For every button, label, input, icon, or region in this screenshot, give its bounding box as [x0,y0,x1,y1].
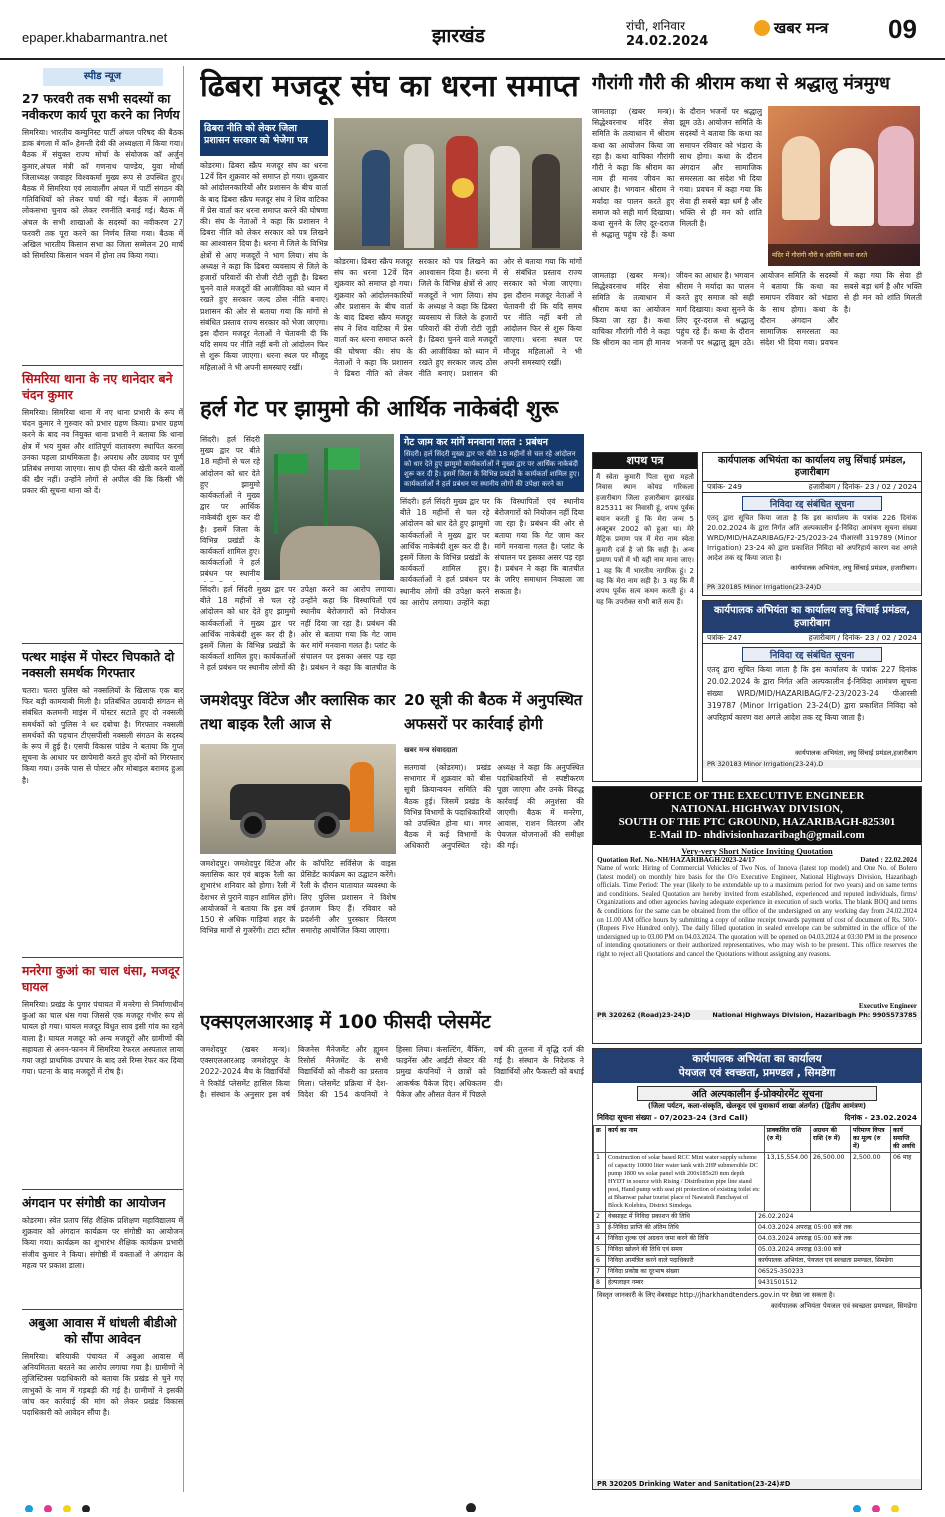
simdega-office [593,1049,921,1083]
notice-date: हजारीबाग / दिनांक- 23 / 02 / 2024 [808,633,917,642]
story-body: सिमरिया। भारतीय कम्युनिस्ट पार्टी अंचल परिषद की बैठक डाक बंगला में कॉ० हेमन्ती देवी की अध्यक्षता में किया गया। बैठक में संयुक्त राज्य मोर्चा के संयोजक कॉ अर्जुन कुमार,अंचल मंत्री कॉ गणनाथ पाण्डेय, युवा मोर्चा जिलाध्यक्ष जवाहर विश्वकर्मा मुख्य रूप से उपस्थित हुए। बैठक में सिमरिया एवं लावालौंग अंचल में पार्टी संगठन की गतिविधियों को लेकर चर्चा की गई। बैठक में आगामी लोकसभा चुनाव को लेकर रणनीति बनाई गई। बैठक में अंचल के सभी शाखाओं के सदस्यों का नवीकरण 27 फरवरी तक पूरा करने का निर्णय लिया गया। बैठक में अखिल भारतीय किसान सभा का जिला सम्मेलन 20 मार्च को सिमरिया किसान भवन में होना तय किया गया। [22,128,183,261]
col-header: कार्य का नाम [606,1126,765,1153]
story-headline[interactable]: अबुआ आवास में धांधली बीडीओ को सौंपा आवेदन [28,1315,177,1346]
notice-date: हजारीबाग / दिनांक- 23 / 02 / 2024 [808,482,917,491]
cell: 26,500.00 [811,1153,851,1212]
nh-email[interactable]: E-Mail ID- nhdivisionhazaribagh@gmail.com [649,829,865,841]
simdega-note: विस्तृत जानकारी के लिए वेबसाइट http://jharkhandtenders.gov.in पर देखा जा सकता है। [597,1291,835,1299]
vintage-car-photo [200,744,396,854]
nh-quotation-notice [592,786,922,1044]
page-header [0,0,945,60]
dateline [626,18,708,50]
speed-news-column [22,66,184,1492]
tender-cancel-notice-1 [702,452,922,596]
col-header: कार्य समाप्ति की अवधि [891,1126,921,1153]
harl-body-bottom: सिंदरी। हर्ल सिंदरी मुख्य द्वार पर बीते 18 महीनों से चल रहे आंदोलन को धार देते हुए झामुमो कार्यकर्ताओं ने मुख्य द्वार पर आर्थिक नाकेबंदी शुरू कर दी है। इसमें जिला के विभिन्न प्रखंडों के कार्यकर्ता शामिल हुए। कार्यकर्ताओं ने हर्ल प्रबंधन पर स्थानीय लोगों की उपेक्षा करने का आरोप लगाया। उन्होंने कहा कि विस्थापितों एवं स्थानीय बेरोजगारों को नियोजन नहीं दिया जा रहा है। प्रबंधन की ओर से बताया गया कि गेट जाम कर मांगें मनवाना गलत है। प्लांट के संचालन पर इसका असर पड़ रहा है। प्रबंधन ने कहा कि बातचीत के [200,585,396,673]
notice-signature: कार्यपालक अभियंता, लघु सिंचाई प्रमंडल,हजारीबाग [795,749,917,757]
cell: 2,500.00 [851,1153,891,1212]
table-row [594,1234,921,1245]
harl-protest-photo [264,434,394,580]
story-headline[interactable]: सिमरिया थाना के नए थानेदार बने चंदन कुमार [22,371,173,402]
protest-photo [334,118,582,250]
story-body: सिमरिया। बरियाकी पंचायत में अबुआ आवास में अनियमितता बरतने का आरोप लगाया गया है। ग्रामीणों ने लुजिस्टिक्स पदाधिकारी को बताया कि प्रखंड से चुने गए लाभुकों के नाम में गड़बड़ी की गई है। ग्रामीणों ने इसकी जांच कर कार्रवाई की मांग को लेकर प्रखंड विकास पदाधिकारी को आवेदन सौंपा है। [22,1352,183,1418]
photo-caption: मंदिर में गौरांगी गौरी व अतिथि कथा करते [772,251,868,259]
cell: 5 [594,1245,606,1256]
divider [22,957,183,958]
table-row [594,1267,921,1278]
cell: 13,15,554.00 [764,1153,810,1212]
xlri-body: जमशेदपुर (खबर मन्त्र)। एक्सएलआरआइ जमशेदपुर के 2022-2024 बैच के विद्यार्थियों ने रिकॉर्ड प्लेसमेंट हासिल किया है। संस्थान के अनुसार इस वर्ष बिजनेस मैनेजमेंट और ह्यूमन रिसोर्स मैनेजमेंट के सभी विद्यार्थियों को नौकरी का प्रस्ताव मिला। प्लेसमेंट प्रक्रिया में देश-विदेश की 154 कंपनियों ने हिस्सा लिया। कंसल्टिंग, बैंकिंग, फाइनेंस और आईटी सेक्टर की प्रमुख कंपनियों ने छात्रों को आकर्षक पैकेज दिए। अधिकतम पैकेज और औसत वेतन में पिछले वर्ष की तुलना में वृद्धि दर्ज की गई है। संस्थान के निदेशक ने विद्यार्थियों और फैकल्टी को बधाई दी। [200,1045,584,1099]
cell: ई-निविदा प्राप्ति की अंतिम तिथि [606,1223,756,1234]
simdega-eprocurement-notice [592,1048,922,1490]
tender-cancel-notice-2 [702,600,922,782]
divider [22,365,183,366]
story-body: सिमरिया। सिमरिया थाना में नए थाना प्रभारी के रूप में चंदन कुमार ने गुरुवार को प्रभार ग्रहण किया। प्रभार ग्रहण करने के बाद नव नियुक्त थाना प्रभारी ने बताया कि थाना क्षेत्र में भय मुक्त और शांतिपूर्ण वातावरण स्थापित करना उनका पहला प्राथमिकता है। अपराध और उग्रवाद पर पूर्ण प्रतिबंध लगाया जाएगा। साथ ही पोस्त की खेती करने वालों की खैर नहीं। उन्होंने लोगों से अपील की कि किसी भी प्रकार की सूचना थाना को दें। [22,408,183,496]
registration-dot-icon [44,1505,52,1512]
story-body: सिमरिया। प्रखंड के पुगार पंचायत में मनरेगा से निर्माणाधीन कुआं का चाल धंस गया जिससे एक मजदूर गंभीर रूप से घायल हो गया। घायल मजदूर विधुत साव इसी गांव का रहने वाला है। घायल मजदूर को अन्य मजदूरों और ग्रामीणों की सहायता से अनन-फानन में सिमरिया रेफरल अस्पताल लाया गया जहां प्राथमिक उपचार के बाद उसे रिम्स रेफर कर दिया गया। घटना के बाद मजदूरों में रोष है। [22,1000,183,1077]
cell: 06 माह [891,1153,921,1212]
harl-sidebar-body: सिंदरी। हर्ल सिंदरी मुख्य द्वार पर बीते 18 महीनों से चल रहे आंदोलन को धार देते हुए झामुमो कार्यकर्ताओं ने मुख्य द्वार पर आर्थिक नाकेबंदी शुरू कर दी है। इसमें जिला के विभिन्न प्रखंडों के कार्यकर्ता शामिल हुए। कार्यकर्ताओं ने हर्ल प्रबंधन पर स्थानीय लोगों की उपेक्षा करने का [404,450,580,487]
harl-headline[interactable]: हर्ल गेट पर झामुमो की आर्थिक नाकेबंदी शुरू [200,397,559,422]
cell: 1 [594,1153,606,1212]
notice-title: निविदा रद्द संबंधित सूचना [742,496,882,511]
city-day: रांची, शनिवार [626,19,685,33]
sutri-byline: खबर मन्त्र संवाददाता [404,746,458,754]
notice-ref-row [703,633,921,644]
notice-body: एतद् द्वारा सूचित किया जाता है कि इस कार्यालय के पत्रांक 227 दिनांक 20.02.2024 के द्वारा निर्गत अति अल्पकालीन ई-निविदा आमंत्रण सूचना संख्या WRD/MID/HAZARIBAG/F2-23/2023-24 पीआरसी 319787 (Minor Irrigation 23-24(D) द्वारा प्रकाशित निविदा को अपरिहार्य कारण वश अगले आदेश तक रद्द किया जाता है। [707,665,917,722]
table-row [594,1153,921,1212]
issue-date: 24.02.2024 [626,34,709,49]
rally-body: जमशेदपुर। जमशेदपुर विंटेज और क्लासिक कार एवं बाइक रैली का शुभारंभ शनिवार को होगा। रैली में देशभर से पुराने वाहन शामिल होंगे। आयोजकों ने बताया कि इस वर्ष 150 से अधिक गाड़ियां शहर के विभिन्न मार्गों से गुजरेंगी। टाटा स्टील के कॉर्पोरेट सर्विसेज के वाइस प्रेसिडेंट कार्यक्रम का उद्घाटन करेंगे। रैली के दौरान यातायात व्यवस्था के लिए पुलिस प्रशासन ने विशेष इंतजाम किए हैं। रविवार को प्रदर्शनी और पुरस्कार वितरण समारोह आयोजित किया जाएगा। [200,859,396,936]
table-row [594,1245,921,1256]
divider [22,643,183,644]
cell: 8 [594,1278,606,1289]
cell: निविदा शुल्क एवं अग्रधन जमा करने की तिथि [606,1234,756,1245]
col-header: क्र [594,1126,606,1153]
notice-signature: कार्यपालक अभियंता, लघु सिंचाई प्रमंडल, हजारीबाग। [790,564,917,572]
registration-dot-icon [63,1505,71,1512]
nh-quotation-ref: Quotation Ref. No.-NH/HAZARIBAGH/2023-24/17 [597,856,756,864]
brand-logo-icon [754,20,770,36]
lead-body-col1: कोडरमा। ढिबरा स्क्रैप मजदूर संघ का धरना 12वें दिन शुक्रवार को समाप्त हो गया। शुक्रवार को आंदोलनकारियों और प्रशासन के बीच वार्ता के बाद ढिबरा स्क्रैप मजदूर संघ ने शिव वाटिका में प्रेस वार्ता कर धरना समाप्त करने की घोषणा की। संघ के नेताओं ने कहा कि प्रशासन ने ढिबरा नीति को लेकर सरकार को पत्र लिखने का आश्वासन दिया है। धरना में जिले के विभिन्न क्षेत्रों से आए मजदूरों ने भाग लिया। संघ के अध्यक्ष ने कहा कि ढिबरा व्यवसाय से जिले के हजारों परिवारों की रोजी रोटी जुड़ी है। ढिबरा चुनने वाले मजदूरों की आजीविका को ध्यान में रखते हुए सरकार जल्द ठोस नीति बनाए। प्रशासन की ओर से बताया गया कि मांगों से संबंधित प्रस्ताव राज्य सरकार को भेजा जाएगा। इस दौरान मजदूर नेताओं ने चेतावनी दी कि यदि समय पर नीति नहीं बनी तो आंदोलन फिर से शुरू किया जाएगा। धरना स्थल पर मौजूद महिलाओं ने भी अपनी समस्याएं रखीं। [200,161,328,372]
nh-pr-row [593,1010,921,1020]
katha-photo [768,106,920,266]
notice-ref: पत्रांक- 249 [707,482,742,491]
print-registration-marks [22,1498,922,1512]
affidavit-ad [592,452,698,782]
registration-dot-icon [872,1505,880,1512]
crosshair-icon [466,1503,476,1512]
cell: हेल्पलाइन नम्बर [606,1278,756,1289]
xlri-headline[interactable]: एक्सएलआरआइ में 100 फीसदी प्लेसमेंट [200,1011,491,1033]
cell: निविदा खोलने की तिथि एवं समय [606,1245,756,1256]
site-url[interactable]: epaper.khabarmantra.net [22,30,168,45]
sutri-body: सतगावां (कोडरमा)। प्रखंड सभागार में शुक्रवार को बीस सूत्री क्रियान्वयन समिति की बैठक हुई। जिसमें प्रखंड के विभिन्न विभागों के पदाधिकारियों को उपस्थित होना था। मगर बैठक में कई विभागों के अधिकारी अनुपस्थित रहे। अध्यक्ष ने कहा कि अनुपस्थित पदाधिकारियों से स्पष्टीकरण पूछा जाएगा और उनके विरुद्ध कार्रवाई की अनुशंसा की जाएगी। बैठक में मनरेगा, आवास, राशन वितरण और पेयजल योजनाओं की समीक्षा की गई। [404,763,584,851]
registration-dot-icon [891,1505,899,1512]
nh-title-line1: OFFICE OF THE EXECUTIVE ENGINEER [649,790,865,802]
harl-subheadline: गेट जाम कर मांगें मनवाना गलत : प्रबंधन [404,437,548,448]
nh-ref-row [593,856,921,864]
nh-dated: Dated : 22.02.2024 [860,856,917,864]
table-row [594,1223,921,1234]
cell: 4 [594,1234,606,1245]
col-header: प्राक्कलित राशि (रु में) [764,1126,810,1153]
notice-pr: PR 320185 Minor Irrigation(23-24)D [703,583,921,591]
simdega-office-line2: पेयजल एवं स्वच्छता, प्रमण्डल , सिमडेगा [678,1067,836,1079]
cell: 9431501512 [756,1278,921,1289]
table-header [594,1126,921,1153]
story-body: कोडरमा। स्वेत प्रताप सिंह शैक्षिक प्रशिक्षण महाविद्यालय में शुक्रवार को अंगदान कार्यक्रम पर संगोष्ठी का आयोजन किया गया। कार्यक्रम का शुभारंभ शैक्षिक कार्यक्रम प्रभारी संजीव कुमार ने किया। संगोष्ठी में वक्ताओं ने अंगदान के महत्व पर प्रकाश डाला। [22,1216,183,1270]
cell: निविदा आमंत्रित करने वाले पदाधिकारी [606,1256,756,1267]
simdega-nib-row [593,1111,921,1125]
story-headline[interactable]: मनरेगा कुआं का चाल धंसा, मजदूर घायल [22,963,180,994]
cell: 05.03.2024 अपराह्न 03:00 बजे [756,1245,921,1256]
story-headline[interactable]: 27 फरवरी तक सभी सदस्यों का नवीकरण कार्य पूरा करने का निर्णय [22,91,180,122]
section-title: झारखंड [432,25,485,47]
story-headline[interactable]: अंगदान पर संगोष्ठी का आयोजन [22,1195,166,1210]
simdega-tender-table [593,1125,921,1212]
col-header: परिमाण विपत्र का मूल्य (रु में) [851,1126,891,1153]
harl-body-col1: सिंदरी। हर्ल सिंदरी मुख्य द्वार पर बीते 18 महीनों से चल रहे आंदोलन को धार देते हुए झामुमो कार्यकर्ताओं ने मुख्य द्वार पर आर्थिक नाकेबंदी शुरू कर दी है। इसमें जिला के विभिन्न प्रखंडों के कार्यकर्ता शामिल हुए। कार्यकर्ताओं ने हर्ल प्रबंधन पर स्थानीय [200,435,260,579]
table-row [594,1278,921,1289]
simdega-office-line1: कार्यपालक अभियंता का कार्यालय [692,1053,822,1065]
notice-office: कार्यपालक अभियंता का कार्यालय लघु सिंचाई प्रमंडल, हजारीबाग [703,601,921,633]
notice-title: निविदा रद्द संबंधित सूचना [742,647,882,662]
harl-body-right: सिंदरी। हर्ल सिंदरी मुख्य द्वार पर बीते 18 महीनों से चल रहे आंदोलन को धार देते हुए झामुमो कार्यकर्ताओं ने मुख्य द्वार पर आर्थिक नाकेबंदी शुरू कर दी है। इसमें जिला के विभिन्न प्रखंडों के कार्यकर्ता शामिल हुए। कार्यकर्ताओं ने हर्ल प्रबंधन पर स्थानीय लोगों की उपेक्षा करने का आरोप लगाया। उन्होंने कहा कि विस्थापितों एवं स्थानीय बेरोजगारों को नियोजन नहीं दिया जा रहा है। प्रबंधन की ओर से बताया गया कि गेट जाम कर मांगें मनवाना गलत है। प्लांट के संचालन पर इसका असर पड़ रहा है। प्रबंधन ने कहा कि बातचीत के जरिए समाधान निकाला जा सकता है। [400,497,584,607]
cell: 2 [594,1212,606,1223]
story-body: चतरा। चतरा पुलिस को नक्सलियों के खिलाफ एक बार फिर बड़ी कामयाबी मिली है। प्रतिबंधित उग्रवादी संगठन से संबंधित कलमनी माइंस में पोस्टर सटाते हुए दो नक्सली समर्थकों को पुलिस ने धर दबोचा है। गिरफ्तार नक्सली समर्थकों की पहचान टीएसपीसी नक्सली संगठन के सदस्य के रूप में हुई है। एसपी विकास पांडेय ने बताया कि गुप्त सूचना के आधार पर छापेमारी करते हुए दोनों को गिरफ्तार किया गया। उनके पास से पोस्टर और मोबाइल बरामद हुआ है। [22,686,183,785]
cell: कार्यपालक अभियंता, पेयजल एवं स्वच्छता प्रमण्डल, सिमडेगा [756,1256,921,1267]
simdega-subtitle: (जिला पर्यटन, कला-संस्कृति, खेलकूद एवं युवाकार्य शाखा अंतर्गत) (द्वितीय आमंत्रण) [647,1102,867,1110]
lead-body-cols: कोडरमा। ढिबरा स्क्रैप मजदूर संघ का धरना 12वें दिन शुक्रवार को समाप्त हो गया। शुक्रवार को आंदोलनकारियों और प्रशासन के बीच वार्ता के बाद ढिबरा स्क्रैप मजदूर संघ ने शिव वाटिका में प्रेस वार्ता कर धरना समाप्त करने की घोषणा की। संघ के नेताओं ने कहा कि प्रशासन ने ढिबरा नीति को लेकर सरकार को पत्र लिखने का आश्वासन दिया है। धरना में जिले के विभिन्न क्षेत्रों से आए मजदूरों ने भाग लिया। संघ के अध्यक्ष ने कहा कि ढिबरा व्यवसाय से जिले के हजारों परिवारों की रोजी रोटी जुड़ी है। ढिबरा चुनने वाले मजदूरों की आजीविका को ध्यान में रखते हुए सरकार जल्द ठोस नीति बनाए। प्रशासन की ओर से बताया गया कि मांगों से संबंधित प्रस्ताव राज्य सरकार को भेजा जाएगा। इस दौरान मजदूर नेताओं ने चेतावनी दी कि यदि समय पर नीति नहीं बनी तो आंदोलन फिर से शुरू किया जाएगा। धरना स्थल पर मौजूद महिलाओं ने भी अपनी समस्याएं रखीं। [334,257,582,379]
nh-office-title [593,787,921,845]
cell: वेबसाइट में निविदा प्रकाशन की तिथि [606,1212,756,1223]
simdega-schedule-table [593,1211,921,1289]
nh-pr-office: National Highways Division, Hazaribagh Ph: 9905573785 [712,1011,917,1019]
affidavit-body: मैं स्वेता कुमारी पिता सुधा महतो निवास स्थान कोयड गरिकला हजारीबाग जिला हजारीबाग झारखंड 825311 का निवासी हूं, शपथ पूर्वक बयान करती हूं कि मेरा जन्म 5 अक्टूबर 2002 को हुआ था। मेरे मैट्रिक प्रमाण पत्र में मेरा नाम स्वेता कुमारी दर्ज है जो कि सही है। अन्य प्रमाण पत्रों में भी यही नाम माना जाए। 1 यह कि मैं भारतीय नागरिक हूं। 2 यह कि मेरा नाम सही है। 3 यह कि मैं शपथ पूर्वक सत्य कथन करती हूं। 4 यह कि उपरोक्त सभी बातें सत्य हैं। [596,473,694,606]
notice-office: कार्यपालक अभियंता का कार्यालय लघु सिंचाई प्रमंडल, हजारीबाग [717,455,907,478]
registration-dot-icon [853,1505,861,1512]
col-header: अग्रधन की राशि (रु में) [811,1126,851,1153]
harl-sidebar [400,434,584,492]
table-row [594,1256,921,1267]
cell: 06525-350233 [756,1267,921,1278]
registration-dot-icon [82,1505,90,1512]
nh-body: Name of work: Hiring of Commercial Vehicles of Two Nos. of Innova (latest top model) and One No. of Bolero (latest model) on monthly hire basis for the O/o Executive Engineer, National Highways Division, Hazaribagh officials. Time Period: The year (likely to be extendable up to a maximum period for two years) and on same terms and conditions. Sealed Quotation are hereby invited from established, experienced and reputed individuals, firms/ Organizations and other agencies having adequate experience in execution of such works. The blank BOQ and terms & conditions for the same can be obtained from the office of the undersigned on any working day from 24.02.2024 on 11.00 AM office hours by submitting a copy of online receipt towards payment of cost of document of Rs. 500/- (Rupees Five Hundred only). The daily filled quotation in sealed envelope can be submitted in the office of the undersigned up to 03.00 PM on 04.03.2024. The quotation will be opened on 04.03.2024 at 03:30 PM in the presence of intending quotationers or their authorized representatives, who may wish to be present. This office reserves the right to reject all Quotations and cancel the Quotations without assigning any reasons. [597,865,917,958]
cell: 04.03.2024 अपराह्न 05:00 बजे तक [756,1223,921,1234]
simdega-nib: निविदा सूचना संख्या - 07/2023-24 (3rd Call) [597,1113,748,1122]
affidavit-title: शपथ पत्र [593,453,697,469]
cell: 7 [594,1267,606,1278]
notice-pr: PR 320183 Minor Irrigation(23-24).D [703,760,921,768]
notice-body: एतद् द्वारा सूचित किया जाता है कि इस कार्यालय के पत्रांक 226 दिनांक 20.02.2024 के द्वारा निर्गत अति अल्पकालीन ई-निविदा आमंत्रण सूचना संख्या WRD/MID/HAZARIBAG/F2-25/2023-24 पीआरसी 319789 (Minor Irrigation) 23-24 को द्वारा प्रकाशित निविदा को अपरिहार्य कारण वश अगले आदेश तक रद्द किया जाता है। [707,514,917,562]
rally-headline[interactable]: जमशेदपुर विंटेज और क्लासिक कार तथा बाइक रैली आज से [200,691,396,733]
nh-subtitle: Very-very Short Notice Inviting Quotation [681,847,833,856]
nh-signature: Executive Engineer [858,1002,917,1010]
sutri-headline[interactable]: 20 सूत्री की बैठक में अनुपस्थित अफसरों पर कार्रवाई होगी [404,691,583,733]
nh-title-line2: NATIONAL HIGHWAY DIVISION, [671,803,843,815]
cell: 04.03.2024 अपराह्न 05:00 बजे तक [756,1234,921,1245]
cell: निविदा प्रकोष्ठ का दूरभाष संख्या [606,1267,756,1278]
lead-subheadline: ढिबरा नीति को लेकर जिला प्रशासन सरकार को भेजेगा पत्र [200,120,328,156]
simdega-nib-date: दिनांक - 23.02.2024 [844,1113,917,1122]
simdega-pr: PR 320205 Drinking Water and Sanitation(23-24)#D [593,1479,921,1489]
lead-headline[interactable]: ढिबरा मजदूर संघ का धरना समाप्त [200,69,579,104]
table-row [594,1212,921,1223]
katha-body-bottom: जामताड़ा (खबर मन्त्र)। सिद्धेश्वरनाथ मंदिर सेवा समिति के तत्वाधान में श्रीराम कथा का आयोजन किया जा रहा है। कथा वाचिका गौरांगी गौरी ने कहा कि श्रीराम का नाम ही मानव जीवन का आधार है। भगवान श्रीराम ने मर्यादा का पालन करते हुए समाज को सही मार्ग दिखाया। कथा सुनने के लिए दूर-दराज से श्रद्धालु पहुंच रहे हैं। कथा के दौरान भजनों पर श्रद्धालु झूम उठे। आयोजन समिति के सदस्यों ने बताया कि कथा का समापन रविवार को भंडारा के साथ होगा। कथा के दौरान अंगदान और सामाजिक समरसता का संदेश भी दिया गया। प्रवचन में कहा गया कि सेवा ही सबसे बड़ा धर्म है और भक्ति से ही मन को शांति मिलती है। [592,271,922,348]
notice-ref-row [703,481,921,493]
nh-title-line3: SOUTH OF THE PTC GROUND, HAZARIBAGH-825301 [618,816,896,828]
divider [22,1309,183,1310]
story-headline[interactable]: पत्थर माइंस में पोस्टर चिपकाते दो नक्सली समर्थक गिरफ्तार [22,649,175,680]
page-number: 09 [888,14,917,44]
katha-headline[interactable]: गौरांगी गौरी की श्रीराम कथा से श्रद्धालु मंत्रमुग्ध [592,74,890,94]
katha-body-top: जामताड़ा (खबर मन्त्र)। सिद्धेश्वरनाथ मंदिर सेवा समिति के तत्वाधान में श्रीराम कथा का आयोजन किया जा रहा है। कथा वाचिका गौरांगी गौरी ने कहा कि श्रीराम का नाम ही मानव जीवन का आधार है। भगवान श्रीराम ने मर्यादा का पालन करते हुए समाज को सही मार्ग दिखाया। कथा सुनने के लिए दूर-दराज से श्रद्धालु पहुंच रहे हैं। कथा के दौरान भजनों पर श्रद्धालु झूम उठे। आयोजन समिति के सदस्यों ने बताया कि कथा का समापन रविवार को भंडारा के साथ होगा। कथा के दौरान अंगदान और सामाजिक समरसता का संदेश भी दिया गया। प्रवचन में कहा गया कि सेवा ही सबसे बड़ा धर्म है और भक्ति से ही मन को शांति मिलती है। [592,107,762,240]
simdega-title: अति अल्पकालीन ई-प्रोक्योरमेंट सूचना [637,1086,877,1101]
nh-pr: PR 320262 (Road)23-24)D [597,1011,691,1019]
cell: 3 [594,1223,606,1234]
divider [22,1189,183,1190]
notice-ref: पत्रांक- 247 [707,633,742,642]
registration-dot-icon [25,1505,33,1512]
simdega-signature: कार्यपालक अभियंता पेयजल एवं स्वच्छता प्रमण्डल, सिमडेगा [770,1302,917,1310]
cell: 6 [594,1256,606,1267]
brand-name: खबर मन्त्र [774,19,829,37]
cell: 26.02.2024 [756,1212,921,1223]
cell: Construction of solar based RCC Mini water supply scheme of capacity 10000 liter water tank with 2HP submersible DC pump 1800 ws solar panel with 200x185x20 mm depth HYDT in source with Rising / Distribution pipe line stand post, Hand pump with seat pit protection of existing toilet etc at Bhanwar pahar tourist place of Nawatoli Panchayat of Block Kolebira, District Simdega. [606,1153,765,1212]
speed-news-tag: स्पीड न्यूज [43,68,163,86]
